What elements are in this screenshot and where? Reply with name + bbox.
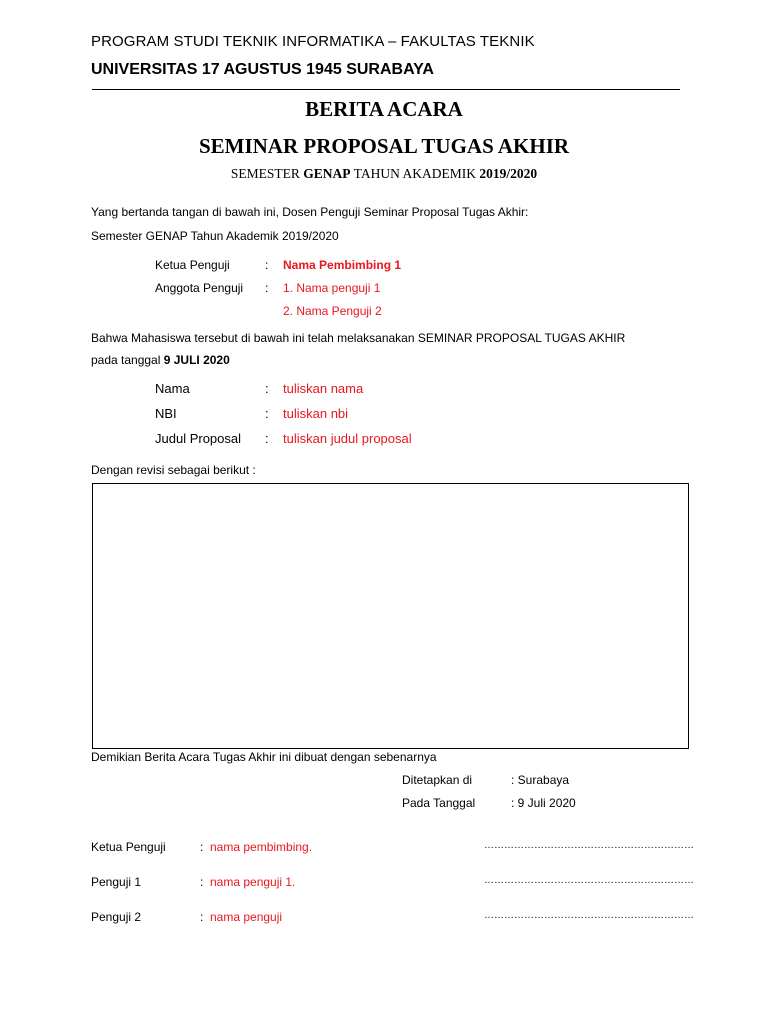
nama-colon: : (265, 381, 269, 396)
nbi-label: NBI (155, 406, 177, 421)
signature-name-penguji-1: nama penguji 1. (210, 875, 296, 889)
anggota-penguji-label: Anggota Penguji (155, 281, 244, 295)
signature-role-ketua: Ketua Penguji (91, 840, 166, 854)
statement-line-2 (91, 353, 230, 367)
semester-year: 2019/2020 (479, 166, 538, 181)
anggota-penguji-2: 2. Nama Penguji 2 (283, 304, 382, 318)
judul-colon: : (265, 431, 269, 446)
program-header: PROGRAM STUDI TEKNIK INFORMATIKA – FAKULTAS TEKNIK (91, 33, 535, 50)
signature-colon: : (200, 875, 204, 889)
ketua-penguji-value: Nama Pembimbing 1 (283, 258, 402, 272)
signature-colon: : (200, 910, 204, 924)
signature-line-penguji-1: ……………………………………………………… (484, 875, 694, 886)
anggota-penguji-1: 1. Nama penguji 1 (283, 281, 381, 295)
ketua-penguji-label: Ketua Penguji (155, 258, 230, 272)
tanggal-value: : 9 Juli 2020 (511, 796, 576, 810)
signature-colon: : (200, 840, 204, 854)
nbi-value: tuliskan nbi (283, 406, 349, 421)
revision-label: Dengan revisi sebagai berikut : (91, 463, 256, 477)
document-title: BERITA ACARA (305, 97, 463, 121)
ditetapkan-value: : Surabaya (511, 773, 570, 787)
tanggal-label: Pada Tanggal (402, 796, 476, 810)
signature-role-penguji-1: Penguji 1 (91, 875, 142, 889)
nama-label: Nama (155, 381, 190, 396)
ketua-colon: : (265, 258, 269, 272)
seminar-date: 9 JULI 2020 (163, 353, 230, 367)
statement-line-1: Bahwa Mahasiswa tersebut di bawah ini telah melaksanakan SEMINAR PROPOSAL TUGAS AKHIR (91, 331, 626, 345)
signature-line-ketua: ……………………………………………………… (484, 840, 694, 851)
document-subtitle: SEMINAR PROPOSAL TUGAS AKHIR (198, 134, 570, 158)
semester-line (0, 166, 768, 182)
signature-line-penguji-2: ……………………………………………………… (484, 910, 694, 921)
signature-name-ketua: nama pembimbing. (210, 840, 313, 854)
signature-role-penguji-2: Penguji 2 (91, 910, 142, 924)
nama-value: tuliskan nama (283, 381, 364, 396)
revision-box[interactable] (92, 483, 689, 749)
judul-value: tuliskan judul proposal (283, 431, 412, 446)
judul-label: Judul Proposal (155, 431, 241, 446)
closing-statement: Demikian Berita Acara Tugas Akhir ini dibuat dengan sebenarnya (91, 750, 437, 764)
signature-name-penguji-2: nama penguji (210, 910, 283, 924)
statement-date-prefix: pada tanggal (91, 353, 164, 367)
anggota-colon: : (265, 281, 269, 295)
nbi-colon: : (265, 406, 269, 421)
header-divider (92, 89, 680, 90)
intro-line-2: Semester GENAP Tahun Akademik 2019/2020 (91, 229, 339, 243)
semester-mid: TAHUN AKADEMIK (350, 166, 480, 181)
university-header: UNIVERSITAS 17 AGUSTUS 1945 SURABAYA (91, 61, 434, 78)
semester-term: GENAP (303, 166, 351, 181)
ditetapkan-label: Ditetapkan di (402, 773, 473, 787)
semester-prefix: SEMESTER (230, 166, 304, 181)
intro-line-1: Yang bertanda tangan di bawah ini, Dosen Penguji Seminar Proposal Tugas Akhir: (91, 205, 529, 219)
